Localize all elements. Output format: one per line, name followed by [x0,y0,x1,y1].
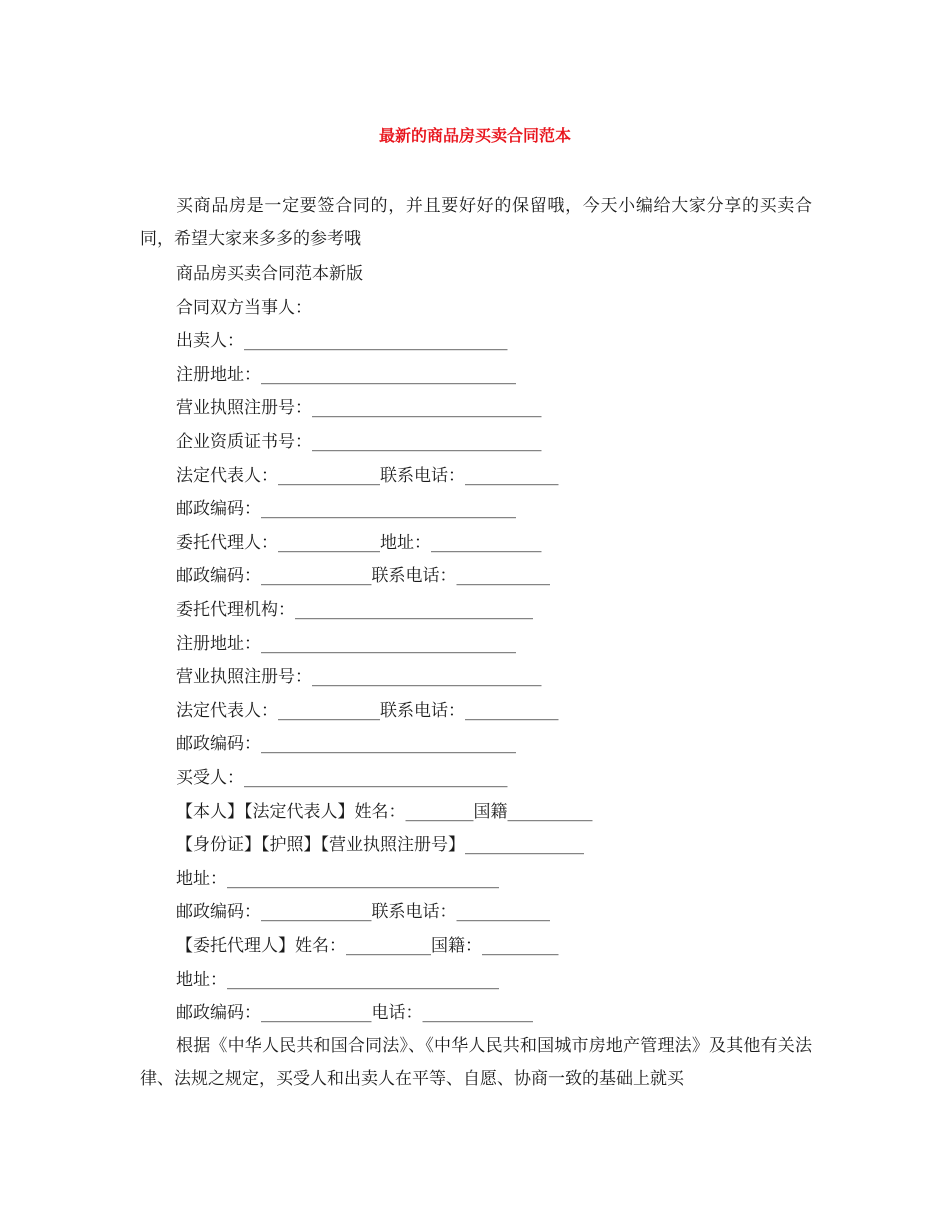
form-line: 注册地址：______________________________ [176,633,516,654]
form-line: 邮政编码：______________________________ [176,734,516,755]
form-line: 邮政编码：______________________________ [176,499,516,520]
form-line: 法定代表人：____________联系电话：___________ [176,700,559,721]
form-line: 邮政编码：_____________电话：_____________ [176,1003,533,1024]
form-line: 邮政编码：_____________联系电话：___________ [176,902,550,923]
closing-paragraph: 根据《中华人民共和国合同法》、《中华人民共和国城市房地产管理法》及其他有关法律、法规之规定，买受人和出卖人在平等、自愿、协商一致的基础上就买 [140,1036,812,1089]
form-line: 【身份证】【护照】【营业执照注册号】______________ [176,835,584,856]
form-line: 委托代理人：____________地址：_____________ [176,532,542,553]
form-line: 【本人】【法定代表人】姓名：________国籍__________ [176,801,593,822]
form-line: 【委托代理人】姓名：__________国籍：_________ [176,936,559,956]
form-line: 注册地址：______________________________ [176,364,516,385]
form-line: 地址：________________________________ [176,969,499,990]
intro-paragraph: 买商品房是一定要签合同的，并且要好好的保留哦，今天小编给大家分享的买卖合同，希望大家来多多的参考哦 [140,196,812,249]
form-line: 地址：________________________________ [176,868,499,889]
form-line: 出卖人：_______________________________ [176,331,508,352]
form-line: 邮政编码：_____________联系电话：___________ [176,566,550,587]
form-line: 法定代表人：____________联系电话：___________ [176,465,559,486]
form-line: 企业资质证书号：___________________________ [176,432,542,452]
form-line: 买受人：_______________________________ [176,768,508,788]
form-line: 合同双方当事人： [176,297,312,318]
form-line: 营业执照注册号：___________________________ [176,667,542,688]
form-line: 营业执照注册号：___________________________ [176,398,542,419]
form-line: 委托代理机构：____________________________ [176,600,533,620]
document-title: 最新的商品房买卖合同范本 [378,126,571,145]
form-line: 商品房买卖合同范本新版 [176,264,363,284]
